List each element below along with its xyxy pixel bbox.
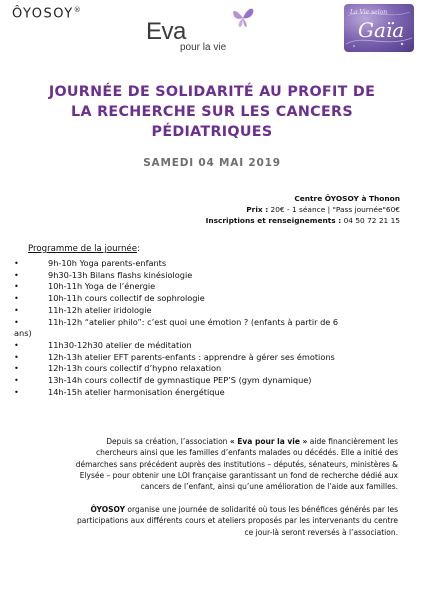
bullet-icon: • bbox=[14, 258, 19, 268]
list-item: • 9h30-13h Bilans flashs kinésiologie bbox=[14, 269, 193, 280]
list-item: • 9h-10h Yoga parents-enfants bbox=[14, 258, 167, 268]
list-item: • 10h-11h Yoga de l’énergie bbox=[14, 281, 156, 292]
price: Prix : 20€ - 1 séance | "Pass journée"60€ bbox=[246, 205, 400, 215]
event-info bbox=[100, 193, 400, 227]
page-title bbox=[20, 82, 404, 142]
organizer-name: ÔYOSOY bbox=[90, 505, 126, 514]
association-name: « Eva pour la vie » bbox=[229, 437, 308, 446]
title-line-1: JOURNÉE DE SOLIDARITÉ AU PROFIT DE bbox=[48, 84, 376, 100]
gaia-logo-small-text: La Vie selon bbox=[350, 9, 388, 16]
bullet-icon: • bbox=[14, 363, 19, 374]
program-list bbox=[14, 258, 414, 398]
list-item: • 14h-15h atelier harmonisation énergétique bbox=[14, 386, 225, 397]
oyosoy-logo-text: ÔYOSOY bbox=[12, 6, 74, 22]
title-line-2: LA RECHERCHE SUR LES CANCERS bbox=[71, 104, 353, 120]
venue: Centre ÔYOSOY à Thonon bbox=[294, 194, 400, 203]
oyosoy-paragraph: ÔYOSOY organise une journée de solidarité où tous les bénéfices générés par les participations aux différents cours et ateliers proposés par les intervenants du centre ce jour-là seront reversés à l’association. bbox=[76, 505, 398, 537]
list-item: • 12h-13h cours collectif d’hypno relaxation bbox=[14, 363, 222, 374]
bullet-icon: • bbox=[14, 293, 19, 304]
bullet-icon: • bbox=[14, 304, 19, 315]
bullet-icon: • bbox=[14, 351, 19, 362]
list-item: • 11h30-12h30 atelier de méditation bbox=[14, 339, 192, 350]
list-item: • 10h-11h cours collectif de sophrologie bbox=[14, 293, 205, 304]
gaia-logo bbox=[344, 4, 414, 52]
association-paragraph: Depuis sa création, l’association « Eva pour la vie » aide financièrement les chercheurs ainsi que les familles d’enfants malades ou décédés. Elle a initié des démarches sans précédent auprès des institutions – députés, sénateurs, ministères & Elysée – pour obtenir une LOI française garantissant un fond de recherche dédié aux cancers de l’enfant, ainsi qu’une amélioration de l’aide aux familles. bbox=[75, 437, 398, 492]
eva-logo-tagline: pour la vie bbox=[180, 42, 227, 53]
bullet-icon: • bbox=[14, 269, 19, 280]
list-item: • 12h-13h atelier EFT parents-enfants : apprendre à gérer ses émotions bbox=[14, 351, 335, 362]
title-line-3: PÉDIATRIQUES bbox=[151, 124, 273, 140]
registered-mark: ® bbox=[73, 6, 81, 14]
bullet-icon: • bbox=[14, 339, 19, 350]
program-title: Programme de la journée: bbox=[28, 244, 140, 254]
list-item: • 11h-12h “atelier philo”: c’est quoi une émotion ? (enfants à partir de 6 ans) bbox=[14, 317, 414, 340]
bullet-icon: • bbox=[14, 281, 19, 292]
bullet-icon: • bbox=[14, 375, 19, 386]
bullet-icon: • bbox=[14, 386, 19, 397]
eva-pour-la-vie-logo bbox=[144, 4, 256, 52]
oyosoy-logo bbox=[12, 6, 81, 21]
list-item: • 11h-12h atelier iridologie bbox=[14, 304, 152, 315]
list-item-continuation: ans) bbox=[14, 328, 32, 339]
contact: Inscriptions et renseignements : 04 50 72 21 15 bbox=[205, 216, 400, 226]
bullet-icon: • bbox=[14, 316, 19, 327]
gaia-logo-word: Gaïa bbox=[358, 18, 405, 42]
event-date: SAMEDI 04 MAI 2019 bbox=[143, 157, 281, 169]
list-item: • 13h-14h cours collectif de gymnastique PEP’S (gym dynamique) bbox=[14, 375, 312, 386]
eva-logo-name: Eva bbox=[146, 18, 186, 45]
butterfly-icon bbox=[230, 4, 256, 30]
